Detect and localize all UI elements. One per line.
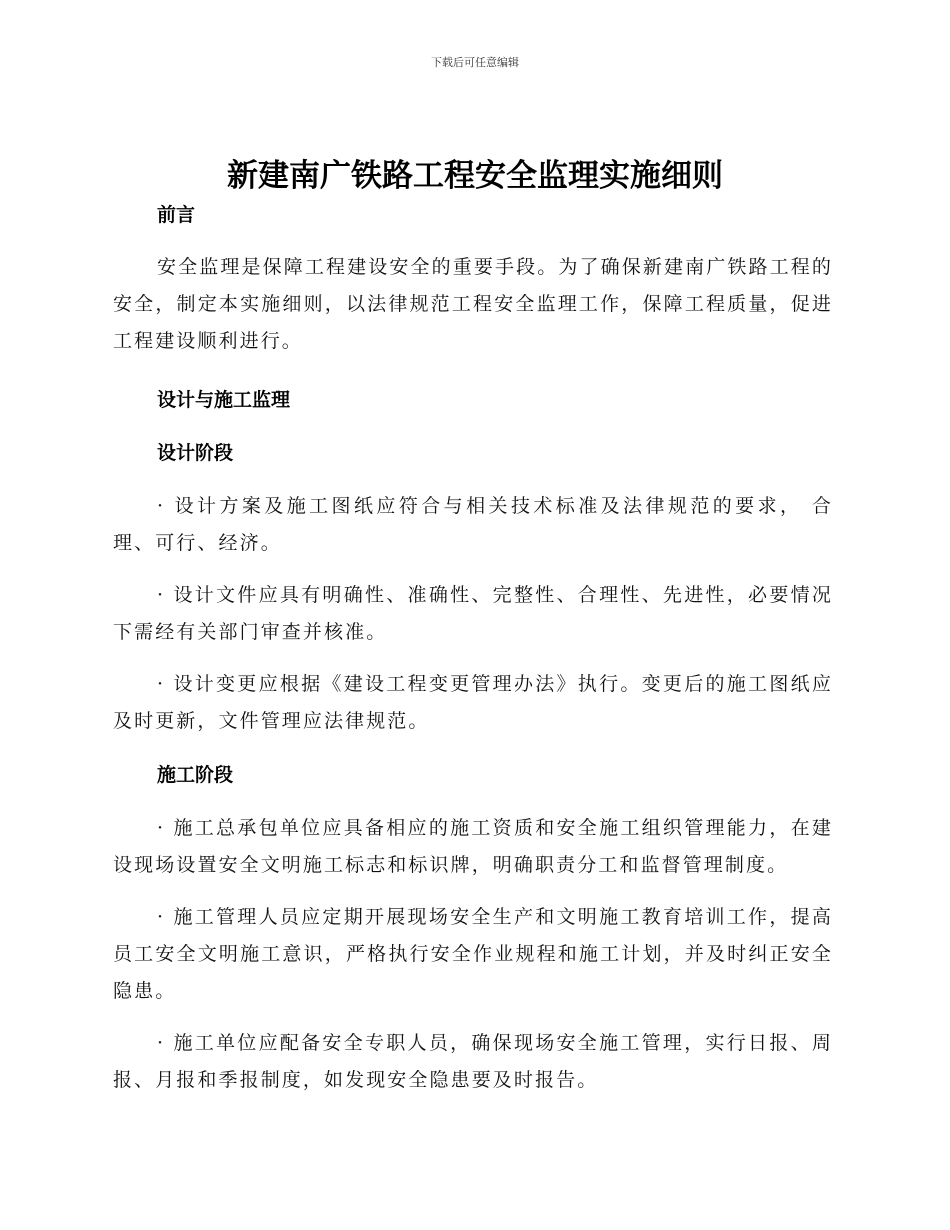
- page-header: 下载后可任意编辑: [431, 56, 519, 69]
- design-item: · 设计方案及施工图纸应符合与相关技术标准及法律规范的要求， 合理、可行、经济。: [113, 495, 833, 554]
- design-item: · 设计变更应根据《建设工程变更管理办法》执行。变更后的施工图纸应及时更新，文件管理应法律规范。: [113, 673, 833, 732]
- document-body: [113, 198, 833, 1099]
- construction-item: · 施工单位应配备安全专职人员，确保现场安全施工管理，实行日报、周报、月报和季报制度，如发现安全隐患要及时报告。: [113, 1032, 833, 1091]
- section-heading-preface: 前言: [157, 204, 196, 226]
- construction-item: · 施工总承包单位应具备相应的施工资质和安全施工组织管理能力，在建设现场设置安全文明施工标志和标识牌，明确职责分工和监督管理制度。: [113, 817, 833, 876]
- preface-paragraph: 安全监理是保障工程建设安全的重要手段。为了确保新建南广铁路工程的安全，制定本实施细则，以法律规范工程安全监理工作，保障工程质量，促进工程建设顺利进行。: [113, 256, 833, 352]
- design-item: · 设计文件应具有明确性、准确性、完整性、合理性、先进性，必要情况下需经有关部门审查并核准。: [113, 584, 833, 643]
- section-heading-design-construction: 设计与施工监理: [157, 389, 291, 411]
- document-title: 新建南广铁路工程安全监理实施细则: [227, 158, 723, 194]
- section-heading-design-stage: 设计阶段: [157, 442, 234, 464]
- construction-item: · 施工管理人员应定期开展现场安全生产和文明施工教育培训工作，提高员工安全文明施工意识，严格执行安全作业规程和施工计划，并及时纠正安全隐患。: [113, 906, 833, 1002]
- section-heading-construction-stage: 施工阶段: [157, 764, 234, 786]
